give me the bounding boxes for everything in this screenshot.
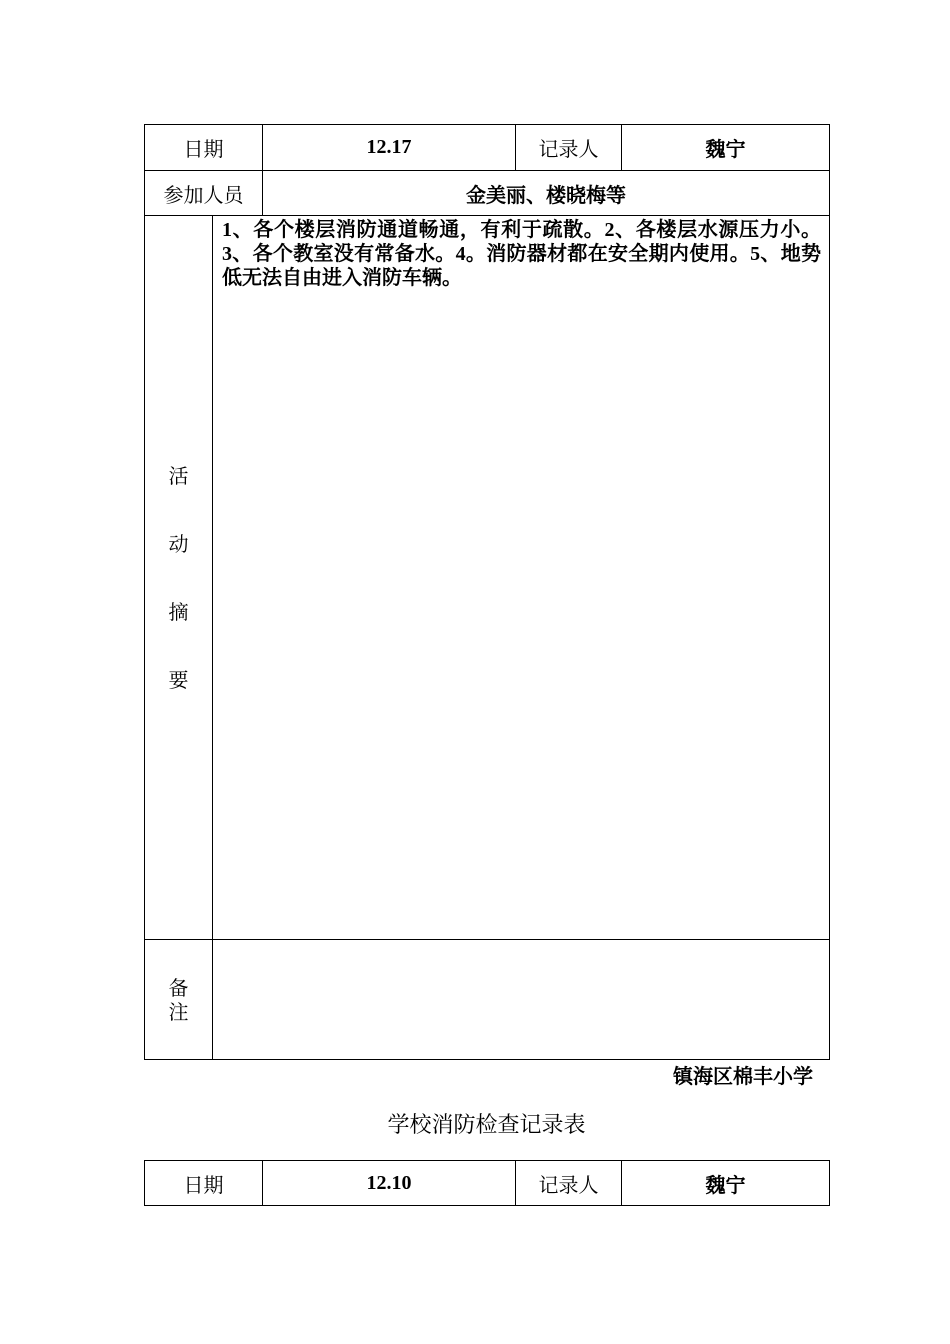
summary-label-cell [145,216,213,940]
remarks-label [145,976,212,1024]
summary-label-char: 活 [168,463,189,488]
remarks-label-cell [145,940,213,1060]
participants-label: 参加人员 [145,171,263,216]
document-title: 学校消防检查记录表 [387,1113,586,1138]
summary-label-char: 动 [168,531,189,556]
summary-label-char: 要 [168,667,189,692]
recorder-value: 魏宁 [622,125,830,171]
date-value: 12.17 [263,125,516,171]
remarks-text [213,940,829,942]
recorder-label: 记录人 [516,1161,622,1206]
date-label: 日期 [145,125,263,171]
summary-cell [213,216,830,940]
remarks-cell [213,940,830,1060]
date-label: 日期 [145,1161,263,1206]
date-value: 12.10 [263,1161,516,1206]
school-name: 镇海区棉丰小学 [673,1066,813,1088]
remarks-label-char: 注 [168,999,189,1024]
participants-value: 金美丽、楼晓梅等 [263,171,830,216]
recorder-label: 记录人 [516,125,622,171]
summary-label-char: 摘 [168,599,189,624]
inspection-record-table-1 [144,124,830,1060]
summary-label [145,442,212,714]
recorder-value: 魏宁 [622,1161,830,1206]
summary-text: 1、各个楼层消防通道畅通，有利于疏散。2、各楼层水源压力小。3、各个教室没有常备水。4。消防器材都在安全期内使用。5、地势低无法自由进入消防车辆。 [222,219,821,289]
remarks-label-char: 备 [168,975,189,1000]
inspection-record-table-2 [144,1160,830,1206]
